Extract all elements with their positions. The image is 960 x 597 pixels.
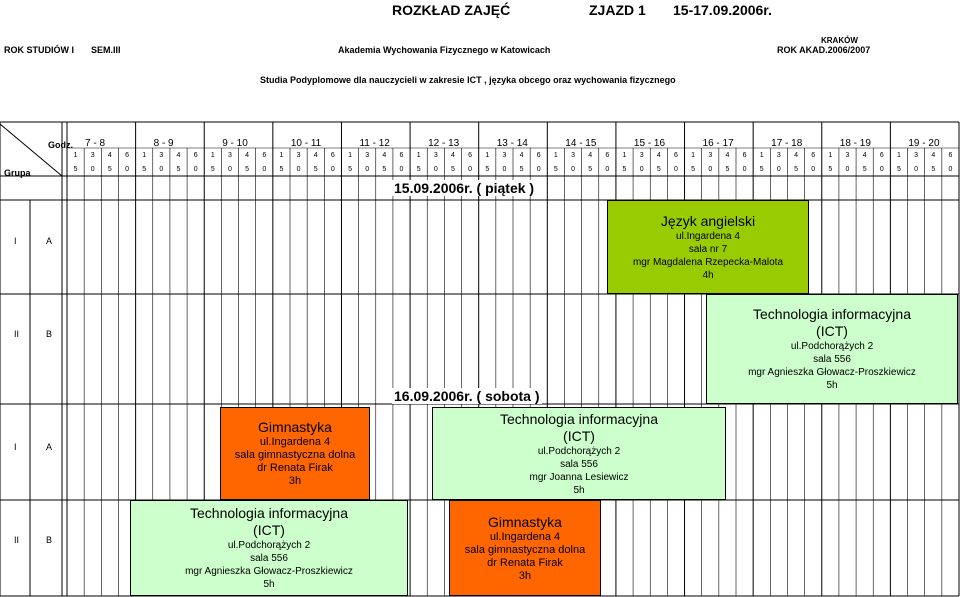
row-roman-fri-a: I	[14, 236, 17, 246]
class-title-sub: (ICT)	[816, 323, 848, 339]
tick-top: 6	[742, 152, 747, 159]
class-hours: 5h	[826, 380, 838, 391]
row-roman-fri-b: II	[14, 329, 20, 339]
tick-top: 1	[279, 152, 284, 159]
zjazd-dates: 15-17.09.2006r.	[673, 2, 772, 18]
tick-top: 1	[210, 152, 215, 159]
class-title: Gimnastyka	[488, 513, 562, 530]
tick-bottom: 5	[176, 166, 181, 173]
class-room: sala nr 7	[688, 243, 728, 255]
tick-top: 3	[365, 152, 370, 159]
hour-label: 7 - 8	[85, 138, 106, 149]
tick-top: 4	[794, 152, 798, 159]
hour-label: 14 - 15	[565, 138, 597, 149]
tick-bottom: 5	[691, 166, 696, 173]
tick-top: 3	[502, 152, 507, 159]
tick-top: 6	[811, 152, 816, 159]
class-room: sala gimnastyczna dolna	[234, 449, 356, 461]
class-room: sala 556	[813, 354, 851, 365]
tick-top: 3	[708, 152, 713, 159]
class-title: Technologia informacyjna	[190, 505, 348, 521]
tick-bottom: 0	[571, 166, 575, 173]
hour-label: 9 - 10	[222, 138, 248, 149]
class-teacher: mgr Agnieszka Głowacz-Proszkiewicz	[185, 566, 353, 577]
tick-top: 6	[674, 152, 678, 159]
class-block-gym-sat-b[interactable]	[449, 500, 601, 596]
row-letter-sat-a: A	[46, 442, 53, 452]
tick-bottom: 0	[228, 166, 232, 173]
tick-top: 4	[176, 152, 181, 159]
class-hours: 3h	[288, 475, 302, 487]
tick-bottom: 5	[862, 166, 867, 173]
tick-bottom: 5	[828, 166, 833, 173]
class-block-gym-sat-a[interactable]	[220, 407, 370, 500]
class-address: ul.Podchorążych 2	[790, 341, 874, 352]
tick-top: 1	[73, 152, 78, 159]
tick-bottom: 0	[948, 166, 953, 173]
tick-bottom: 5	[553, 166, 558, 173]
class-block-ict-sat-b[interactable]	[130, 500, 408, 596]
tick-bottom: 0	[639, 166, 644, 173]
row-letter-fri-a: A	[46, 236, 53, 246]
tick-top: 3	[90, 152, 95, 159]
tick-top: 4	[656, 152, 661, 159]
tick-top: 4	[451, 152, 455, 159]
tick-bottom: 5	[416, 166, 421, 173]
class-teacher: mgr Joanna Lesiewicz	[529, 471, 629, 483]
class-address: ul.Ingardena 4	[676, 230, 740, 242]
tick-top: 1	[691, 152, 696, 159]
zjazd-label: ZJAZD 1	[589, 2, 646, 18]
tick-bottom: 5	[245, 166, 250, 173]
tick-bottom: 0	[674, 166, 678, 173]
tick-top: 4	[107, 152, 112, 159]
class-teacher: mgr Agnieszka Głowacz-Proszkiewicz	[748, 367, 916, 378]
tick-bottom: 0	[742, 166, 747, 173]
tick-bottom: 0	[468, 166, 473, 173]
tick-top: 6	[536, 152, 541, 159]
tick-bottom: 0	[433, 166, 438, 173]
tick-top: 3	[639, 152, 644, 159]
tick-bottom: 0	[536, 166, 541, 173]
hour-label: 11 - 12	[359, 138, 390, 149]
tick-bottom: 0	[845, 166, 850, 173]
tick-top: 6	[399, 152, 404, 159]
tick-bottom: 5	[73, 166, 78, 173]
tick-bottom: 0	[90, 166, 95, 173]
class-title: Technologia informacyjna	[500, 410, 658, 427]
tick-bottom: 5	[588, 166, 593, 173]
hour-label: 15 - 16	[633, 138, 666, 149]
class-address: ul.Podchorążych 2	[227, 540, 311, 551]
day-label-saturday: 16.09.2006r. ( sobota )	[394, 388, 540, 404]
tick-bottom: 0	[399, 166, 404, 173]
tick-top: 3	[776, 152, 781, 159]
row-letter-sat-b: B	[46, 535, 53, 545]
day-label-friday: 15.09.2006r. ( piątek )	[394, 180, 535, 196]
tick-bottom: 0	[296, 166, 301, 173]
class-block-english[interactable]	[607, 200, 809, 294]
tick-bottom: 0	[708, 166, 713, 173]
tick-bottom: 5	[279, 166, 284, 173]
tick-bottom: 5	[348, 166, 352, 173]
tick-top: 4	[588, 152, 593, 159]
tick-bottom: 0	[914, 166, 919, 173]
class-title-sub: (ICT)	[253, 522, 285, 538]
tick-top: 6	[330, 152, 335, 159]
class-hours: 5h	[573, 484, 585, 496]
tick-top: 6	[193, 152, 198, 159]
tick-bottom: 5	[485, 166, 490, 173]
tick-bottom: 5	[382, 166, 387, 173]
tick-top: 4	[725, 152, 730, 159]
class-hours: 3h	[518, 569, 532, 582]
hour-label: 17 - 18	[771, 138, 803, 149]
class-address: ul.Podchorążych 2	[537, 445, 621, 457]
tick-top: 1	[828, 152, 833, 159]
tick-top: 3	[571, 152, 575, 159]
tick-top: 1	[759, 152, 764, 159]
tick-top: 1	[416, 152, 421, 159]
tick-bottom: 0	[330, 166, 335, 173]
tick-bottom: 5	[759, 166, 764, 173]
tick-top: 6	[948, 152, 953, 159]
class-hours: 4h	[702, 269, 714, 281]
tick-bottom: 5	[142, 166, 147, 173]
hour-label: 18 - 19	[839, 138, 871, 149]
tick-top: 6	[605, 152, 610, 159]
class-teacher: mgr Magdalena Rzepecka-Malota	[632, 256, 784, 268]
academic-year: ROK AKAD.2006/2007	[777, 45, 871, 55]
tick-bottom: 0	[811, 166, 816, 173]
row-roman-sat-b: II	[14, 535, 20, 545]
tick-top: 6	[879, 152, 884, 159]
tick-bottom: 5	[794, 166, 798, 173]
tick-top: 6	[262, 152, 267, 159]
tick-bottom: 0	[879, 166, 884, 173]
tick-bottom: 0	[125, 166, 129, 173]
academy-name: Akademia Wychowania Fizycznego w Katowicach	[338, 45, 551, 55]
tick-top: 1	[348, 152, 352, 159]
tick-bottom: 5	[622, 166, 627, 173]
class-address: ul.Ingardena 4	[489, 530, 561, 543]
class-room: sala 556	[250, 553, 288, 564]
tick-bottom: 5	[725, 166, 730, 173]
tick-bottom: 5	[897, 166, 901, 173]
godz-label: Godz.	[48, 140, 73, 150]
row-roman-sat-a: I	[14, 442, 17, 452]
hour-label: 13 - 14	[496, 138, 528, 149]
rok-studiow: ROK STUDIÓW I	[4, 45, 74, 55]
tick-bottom: 5	[931, 166, 936, 173]
row-letter-fri-b: B	[46, 329, 53, 339]
tick-top: 1	[897, 152, 901, 159]
tick-top: 1	[485, 152, 490, 159]
tick-bottom: 0	[262, 166, 267, 173]
grupa-label: Grupa	[4, 168, 31, 178]
program-name: Studia Podyplomowe dla nauczycieli w zakresie ICT , języka obcego oraz wychowania fizycznego	[260, 75, 676, 85]
hour-label: 10 - 11	[290, 138, 322, 149]
class-teacher: dr Renata Firak	[487, 556, 563, 569]
tick-top: 1	[622, 152, 627, 159]
tick-bottom: 5	[210, 166, 215, 173]
class-teacher: dr Renata Firak	[257, 462, 333, 474]
tick-top: 3	[296, 152, 301, 159]
class-room: sala gimnastyczna dolna	[464, 543, 586, 556]
class-title-sub: (ICT)	[563, 427, 595, 444]
tick-top: 3	[433, 152, 438, 159]
class-title: Język angielski	[660, 212, 756, 229]
class-address: ul.Ingardena 4	[259, 436, 331, 448]
tick-bottom: 5	[313, 166, 318, 173]
class-title: Gimnastyka	[258, 419, 332, 435]
city-label: KRAKÓW	[821, 36, 858, 45]
class-block-ict-fri-b[interactable]	[706, 294, 958, 404]
tick-top: 6	[125, 152, 129, 159]
tick-top: 3	[159, 152, 164, 159]
tick-top: 4	[519, 152, 524, 159]
tick-top: 3	[845, 152, 850, 159]
tick-bottom: 5	[656, 166, 661, 173]
tick-top: 4	[931, 152, 936, 159]
tick-top: 1	[553, 152, 558, 159]
class-hours: 5h	[263, 579, 275, 590]
tick-bottom: 0	[502, 166, 507, 173]
tick-bottom: 0	[776, 166, 781, 173]
hour-label: 12 - 13	[428, 138, 460, 149]
class-title: Technologia informacyjna	[753, 306, 911, 322]
class-block-ict-sat-a[interactable]	[432, 407, 726, 500]
hour-label: 8 - 9	[153, 138, 174, 149]
tick-top: 4	[245, 152, 250, 159]
hour-label: 16 - 17	[702, 138, 734, 149]
tick-top: 3	[228, 152, 232, 159]
schedule-title: ROZKŁAD ZAJĘĆ	[392, 2, 511, 18]
tick-bottom: 0	[605, 166, 610, 173]
tick-bottom: 0	[365, 166, 370, 173]
tick-top: 4	[313, 152, 318, 159]
class-room: sala 556	[560, 458, 598, 470]
tick-top: 6	[468, 152, 473, 159]
hour-label: 19 - 20	[908, 138, 940, 149]
tick-top: 4	[862, 152, 867, 159]
tick-bottom: 5	[519, 166, 524, 173]
tick-bottom: 0	[193, 166, 198, 173]
tick-top: 1	[142, 152, 147, 159]
tick-top: 4	[382, 152, 387, 159]
tick-top: 3	[914, 152, 919, 159]
tick-bottom: 5	[107, 166, 112, 173]
tick-bottom: 5	[451, 166, 455, 173]
semester: SEM.III	[91, 45, 121, 55]
tick-bottom: 0	[159, 166, 164, 173]
